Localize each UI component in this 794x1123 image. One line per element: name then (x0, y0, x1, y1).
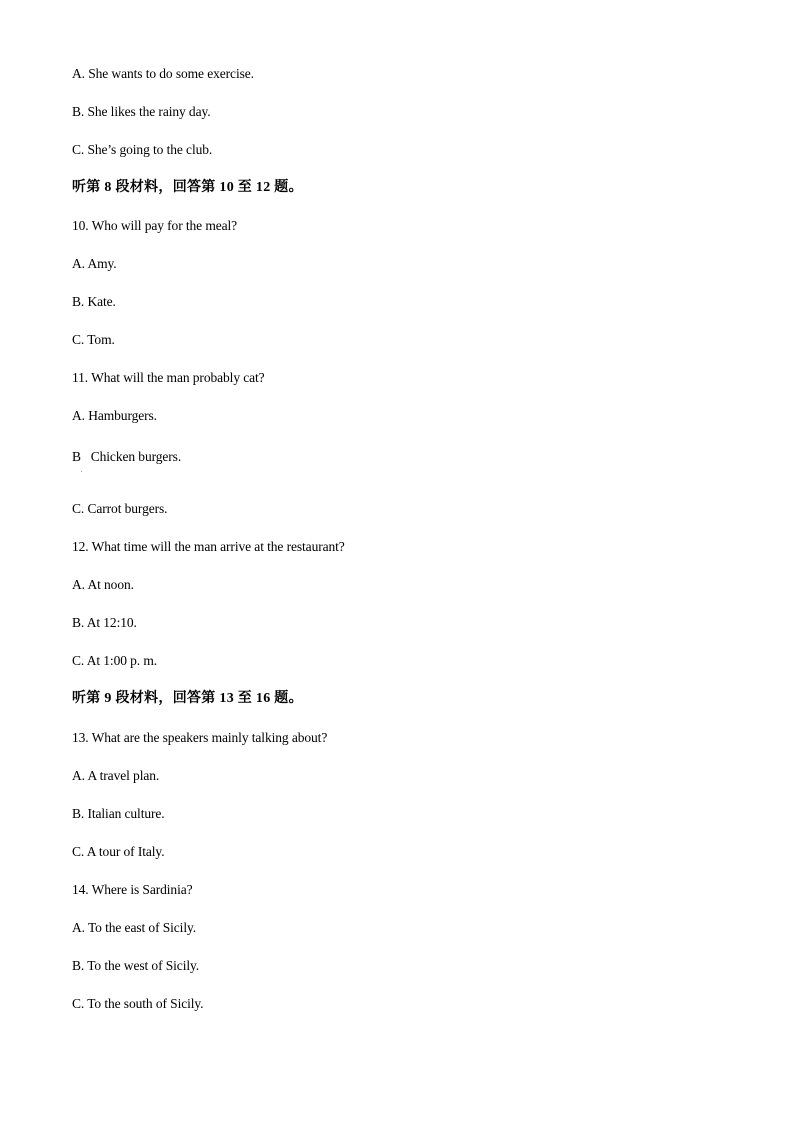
q14-option-c: C. To the south of Sicily. (72, 996, 204, 1011)
section-heading-passage-9: 听第 9 段材料，回答第 13 至 16 题。 (72, 691, 303, 706)
q11-option-b: B Chicken burgers. (72, 449, 182, 464)
q9-option-c: C. She’s going to the club. (72, 142, 213, 157)
question-12: 12. What time will the man arrive at the restaurant? (72, 539, 345, 554)
q13-option-c: C. A tour of Italy. (72, 844, 165, 859)
q14-option-a: A. To the east of Sicily. (72, 920, 197, 935)
question-10: 10. Who will pay for the meal? (72, 218, 238, 233)
section-heading-passage-8: 听第 8 段材料，回答第 10 至 12 题。 (72, 180, 303, 195)
question-13: 13. What are the speakers mainly talking about? (72, 730, 328, 745)
question-11: 11. What will the man probably cat? (72, 370, 265, 385)
q10-option-a: A. Amy. (72, 256, 117, 271)
q13-option-b: B. Italian culture. (72, 806, 165, 821)
question-14: 14. Where is Sardinia? (72, 882, 193, 897)
q12-option-a: A. At noon. (72, 577, 134, 592)
q12-option-b: B. At 12:10. (72, 615, 137, 630)
q9-option-b: B. She likes the rainy day. (72, 104, 211, 119)
q9-option-a: A. She wants to do some exercise. (72, 66, 254, 81)
q12-option-c: C. At 1:00 p. m. (72, 653, 158, 668)
q10-option-b: B. Kate. (72, 294, 116, 309)
stray-mark: . (81, 468, 83, 474)
q14-option-b: B. To the west of Sicily. (72, 958, 200, 973)
q13-option-a: A. A travel plan. (72, 768, 160, 783)
q11-option-c: C. Carrot burgers. (72, 501, 168, 516)
q10-option-c: C. Tom. (72, 332, 115, 347)
q11-option-a: A. Hamburgers. (72, 408, 157, 423)
